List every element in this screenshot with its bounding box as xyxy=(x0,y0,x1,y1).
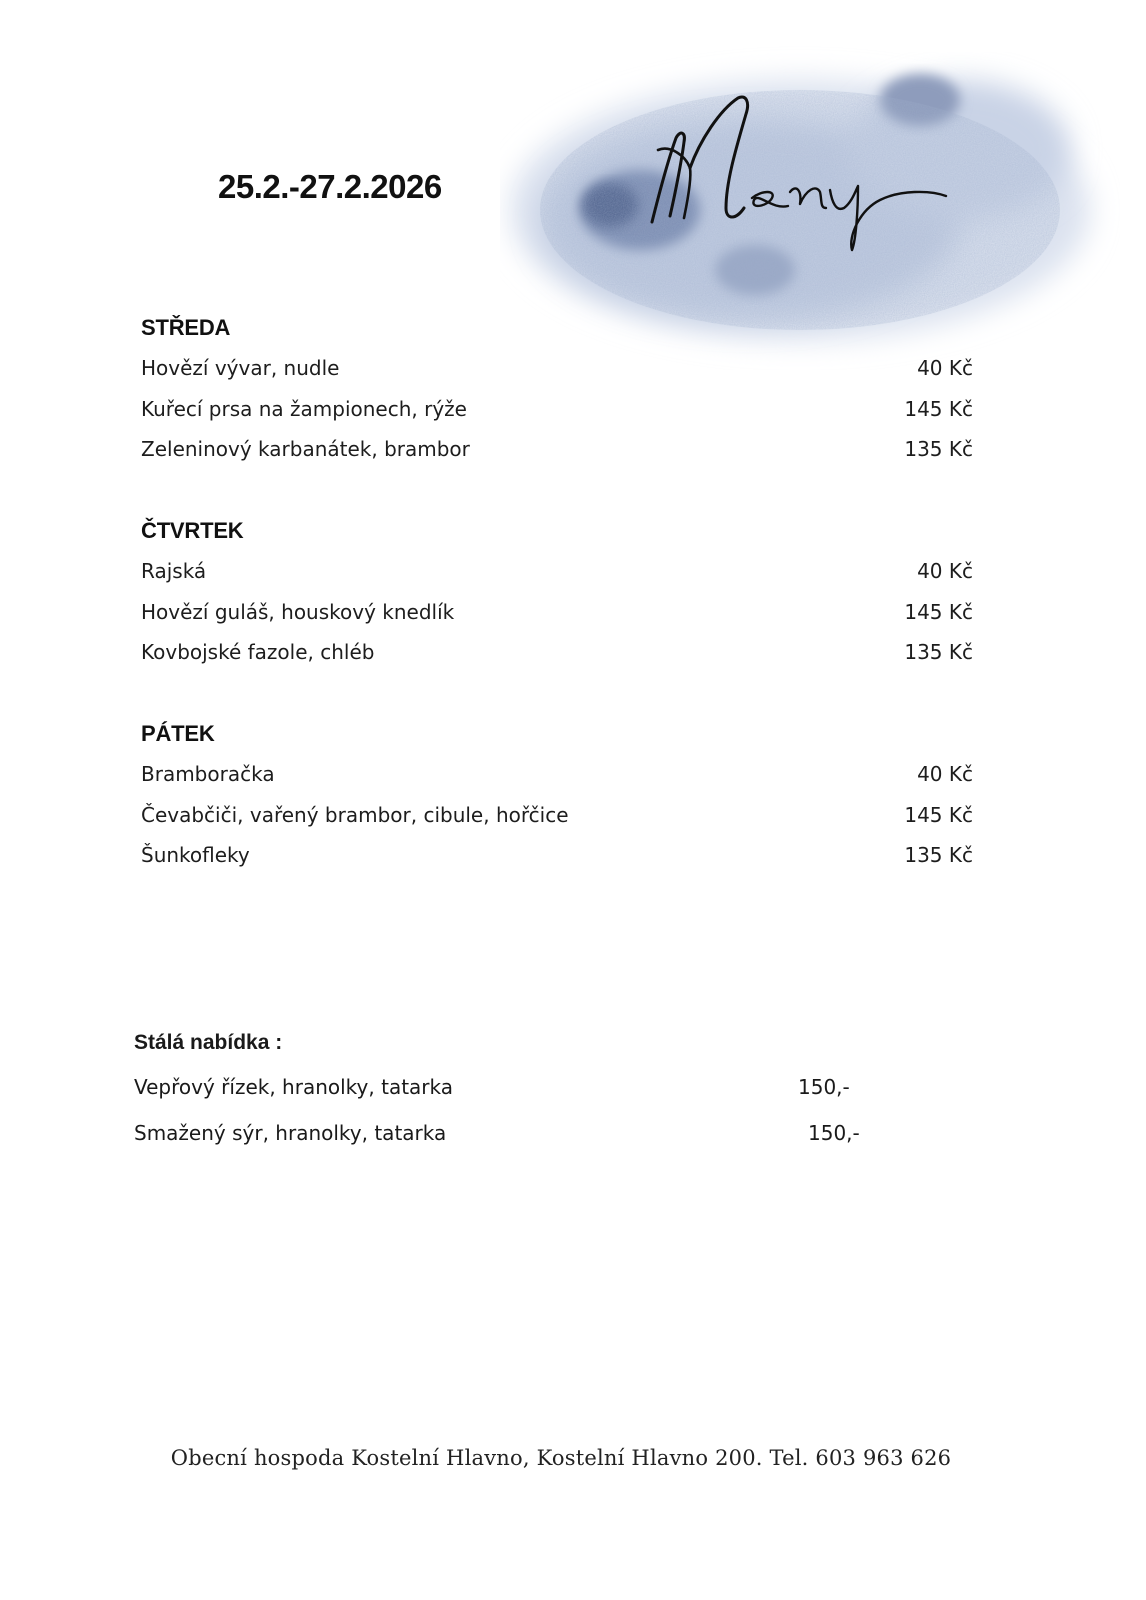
day-title: PÁTEK xyxy=(141,721,215,746)
day-section-thursday xyxy=(141,511,973,673)
dish-name: Kuřecí prsa na žampionech, rýže xyxy=(141,396,467,421)
dish-price: 150,- xyxy=(798,1075,850,1099)
dish-price: 135 Kč xyxy=(904,640,973,665)
dish-name: Smažený sýr, hranolky, tatarka xyxy=(134,1121,447,1145)
dish-name: Bramboračka xyxy=(141,762,275,787)
day-section-wednesday xyxy=(141,308,973,470)
dish-price: 135 Kč xyxy=(904,437,973,462)
dish-price: 135 Kč xyxy=(904,843,973,868)
standing-offer-title: Stálá nabídka : xyxy=(134,1031,283,1054)
dish-price: 40 Kč xyxy=(917,559,973,584)
dish-name: Zeleninový karbanátek, brambor xyxy=(141,437,470,462)
dish-name: Hovězí guláš, houskový knedlík xyxy=(141,599,455,624)
menu-item xyxy=(141,389,973,430)
standing-offer xyxy=(134,1022,860,1156)
menu-item xyxy=(141,592,973,633)
dish-price: 145 Kč xyxy=(904,599,973,624)
dish-name: Šunkofleky xyxy=(141,843,250,868)
dish-name: Rajská xyxy=(141,559,207,584)
dish-name: Vepřový řízek, hranolky, tatarka xyxy=(134,1075,454,1099)
menu-item xyxy=(141,348,973,389)
dish-price: 150,- xyxy=(808,1121,860,1145)
footer-contact: Obecní hospoda Kostelní Hlavno, Kostelní Hlavno 200. Tel. 603 963 626 xyxy=(170,1446,952,1470)
dish-price: 40 Kč xyxy=(917,762,973,787)
date-range: 25.2.-27.2.2026 xyxy=(218,168,442,205)
dish-price: 145 Kč xyxy=(904,396,973,421)
dish-price: 145 Kč xyxy=(904,802,973,827)
menu-item xyxy=(141,551,973,592)
menu-item xyxy=(141,795,973,836)
standing-offer-item xyxy=(134,1064,854,1110)
standing-offer-item xyxy=(134,1110,860,1156)
dish-name: Hovězí vývar, nudle xyxy=(141,356,340,381)
menu-item xyxy=(141,429,973,470)
menu-item xyxy=(141,835,973,876)
dish-name: Kovbojské fazole, chléb xyxy=(141,640,375,665)
menu-item xyxy=(141,632,973,673)
day-title: STŘEDA xyxy=(141,315,231,340)
day-section-friday xyxy=(141,714,973,876)
menu-item xyxy=(141,754,973,795)
dish-price: 40 Kč xyxy=(917,356,973,381)
dish-name: Čevabčiči, vařený brambor, cibule, hořčice xyxy=(141,802,569,827)
day-title: ČTVRTEK xyxy=(141,518,244,543)
